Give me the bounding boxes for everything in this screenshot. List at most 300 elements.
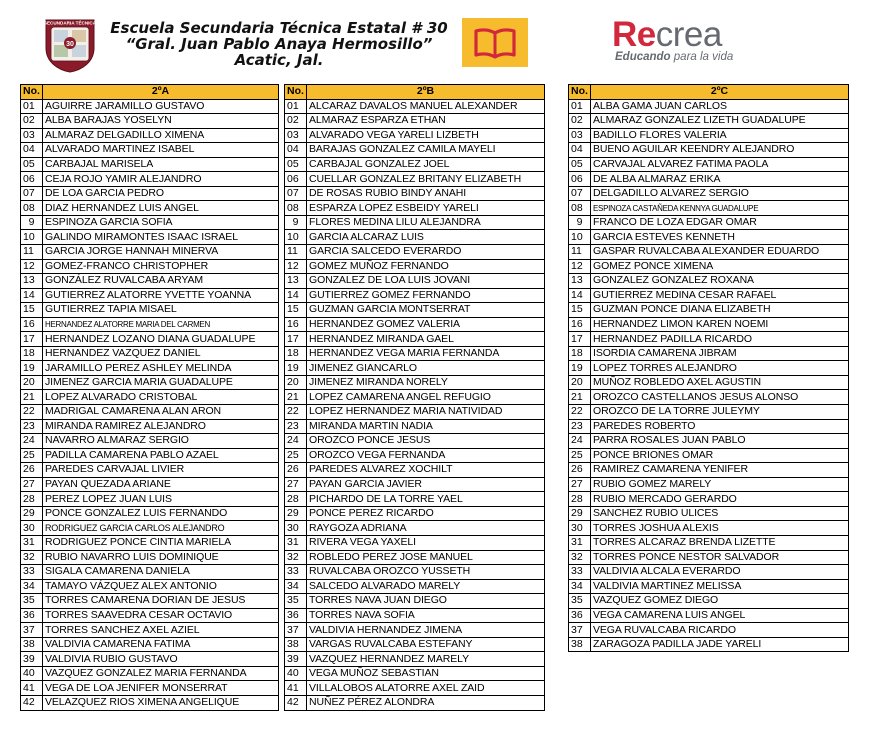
student-name: RIVERA VEGA YAXELI [307,535,545,550]
student-number: 27 [21,477,43,492]
student-name: PADILLA CAMARENA PABLO AZAEL [43,448,279,463]
student-number: 39 [21,652,43,667]
student-name: BUENO AGUILAR KEENDRY ALEJANDRO [591,143,849,158]
table-row [569,419,849,434]
table-row [21,594,279,609]
table-row [21,172,279,187]
student-name: GONZALEZ DE LOA LUIS JOVANI [307,274,545,289]
student-name: LOPEZ TORRES ALEJANDRO [591,361,849,376]
table-row [21,608,279,623]
student-name: PAREDES ROBERTO [591,419,849,434]
table-row [569,303,849,318]
table-header-row [21,85,279,100]
student-number: 05 [21,157,43,172]
student-name: OROZCO PONCE JESUS [307,434,545,449]
table-row [285,361,545,376]
student-name: LOPEZ ALVARADO CRISTOBAL [43,390,279,405]
table-row [285,434,545,449]
table-row [21,230,279,245]
student-number: 25 [285,448,307,463]
table-row [285,492,545,507]
student-name: MIRANDA RAMIREZ ALEJANDRO [43,419,279,434]
student-name: CARVAJAL ALVAREZ FATIMA PAOLA [591,157,849,172]
recrea-logo [612,17,762,67]
student-name: CARBAJAL GONZALEZ JOEL [307,157,545,172]
student-name: JARAMILLO PEREZ ASHLEY MELINDA [43,361,279,376]
table-row [285,550,545,565]
table-row [569,390,849,405]
student-name: PONCE BRIONES OMAR [591,448,849,463]
student-number: 13 [285,274,307,289]
student-number: 06 [569,172,591,187]
student-name: RUBIO MERCADO GERARDO [591,492,849,507]
student-name: TORRES JOSHUA ALEXIS [591,521,849,536]
student-number: 04 [285,143,307,158]
student-name: HERNANDEZ MIRANDA GAEL [307,332,545,347]
student-number: 08 [569,201,591,216]
table-row [21,375,279,390]
student-name: HERNANDEZ GOMEZ VALERIA [307,317,545,332]
table-row [569,623,849,638]
table-row [285,128,545,143]
student-name: JIMENEZ MIRANDA NORELY [307,375,545,390]
student-name: BADILLO FLORES VALERIA [591,128,849,143]
table-row [21,99,279,114]
student-number: 01 [285,99,307,114]
student-name: NUÑEZ PÉREZ ALONDRA [307,695,545,710]
table-row [569,201,849,216]
student-number: 16 [21,317,43,332]
table-row [569,128,849,143]
student-number: 07 [21,186,43,201]
student-name: GARCIA JORGE HANNAH MINERVA [43,245,279,260]
student-name: DIAZ HERNANDEZ LUIS ANGEL [43,201,279,216]
table-row [569,259,849,274]
table-row [569,215,849,230]
student-number: 31 [285,535,307,550]
student-name: GOMEZ PONCE XIMENA [591,259,849,274]
school-name-block [104,20,454,68]
student-name: ALVARADO MARTINEZ ISABEL [43,143,279,158]
student-number: 02 [285,114,307,129]
student-name: GOMEZ MUÑOZ FERNANDO [307,259,545,274]
student-name: VALDIVIA MARTINEZ MELISSA [591,579,849,594]
student-number: 41 [21,681,43,696]
table-row [21,157,279,172]
table-row [285,390,545,405]
student-number: 23 [21,419,43,434]
student-number: 27 [285,477,307,492]
table-row [21,506,279,521]
student-name: GUTIERREZ GOMEZ FERNANDO [307,288,545,303]
student-name: TORRES PONCE NESTOR SALVADOR [591,550,849,565]
student-list [284,84,545,711]
student-number: 38 [21,637,43,652]
table-row [285,681,545,696]
table-row [21,332,279,347]
table-row [569,245,849,260]
student-number: 06 [285,172,307,187]
student-name: TORRES SANCHEZ AXEL AZIEL [43,623,279,638]
student-number: 30 [21,521,43,536]
student-name: VAZQUEZ HERNANDEZ MARELY [307,652,545,667]
table-row [285,637,545,652]
student-name: VILLALOBOS ALATORRE AXEL ZAID [307,681,545,696]
student-name: PAREDES CARVAJAL LIVIER [43,463,279,478]
table-row [569,463,849,478]
student-number: 16 [285,317,307,332]
table-row [569,448,849,463]
student-number: 13 [569,274,591,289]
table-row [21,637,279,652]
student-name: OROZCO VEGA FERNANDA [307,448,545,463]
table-row [285,535,545,550]
student-name: PARRA ROSALES JUAN PABLO [591,434,849,449]
table-row [21,317,279,332]
student-number: 36 [285,608,307,623]
student-number: 15 [21,303,43,318]
student-number: 35 [285,594,307,609]
student-number: 18 [285,346,307,361]
student-number: 12 [569,259,591,274]
table-row [569,114,849,129]
table-row [569,434,849,449]
student-name: TAMAYO VÁZQUEZ ALEX ANTONIO [43,579,279,594]
table-row [569,594,849,609]
student-number: 19 [569,361,591,376]
student-number: 12 [285,259,307,274]
table-row [569,375,849,390]
student-name: RODRIGUEZ GARCIA CARLOS ALEJANDRO [43,521,279,536]
column-header-number: No. [569,85,591,100]
student-name: PAREDES ALVAREZ XOCHILT [307,463,545,478]
student-number: 39 [285,652,307,667]
student-name: ESPINOZA GARCIA SOFIA [43,215,279,230]
table-row [21,695,279,710]
student-number: 21 [569,390,591,405]
table-row [569,405,849,420]
table-row [21,419,279,434]
student-number: 40 [21,666,43,681]
student-number: 03 [285,128,307,143]
student-number: 35 [21,594,43,609]
student-name: ALCARAZ DAVALOS MANUEL ALEXANDER [307,99,545,114]
table-row [569,579,849,594]
student-name: NAVARRO ALMARAZ SERGIO [43,434,279,449]
table-row [285,186,545,201]
student-number: 11 [569,245,591,260]
student-number: 18 [569,346,591,361]
student-name: VALDIVIA CAMARENA FATIMA [43,637,279,652]
student-number: 21 [21,390,43,405]
student-name: PAYAN QUEZADA ARIANE [43,477,279,492]
table-row [285,419,545,434]
table-row [21,274,279,289]
student-number: 37 [285,623,307,638]
student-name: LOPEZ CAMARENA ANGEL REFUGIO [307,390,545,405]
student-number: 40 [285,666,307,681]
student-name: GARCIA ALCARAZ LUIS [307,230,545,245]
student-number: 29 [569,506,591,521]
table-header-row [285,85,545,100]
table-row [21,623,279,638]
school-line-3: Acatic, Jal. [234,51,324,69]
student-name: HERNANDEZ ALATORRE MARIA DEL CARMEN [43,317,279,332]
student-name: PEREZ LOPEZ JUAN LUIS [43,492,279,507]
table-row [21,288,279,303]
table-row [21,114,279,129]
student-number: 24 [569,434,591,449]
student-number: 33 [21,565,43,580]
column-header-number: No. [21,85,43,100]
table-row [285,608,545,623]
student-number: 18 [21,346,43,361]
student-name: VAZQUEZ GOMEZ DIEGO [591,594,849,609]
student-name: VARGAS RUVALCABA ESTEFANY [307,637,545,652]
student-number: 32 [285,550,307,565]
table-row [21,492,279,507]
student-name: TORRES CAMARENA DORIAN DE JESUS [43,594,279,609]
table-row [21,652,279,667]
student-number: 13 [21,274,43,289]
student-number: 29 [21,506,43,521]
student-name: GUZMAN PONCE DIANA ELIZABETH [591,303,849,318]
student-number: 14 [21,288,43,303]
student-number: 12 [21,259,43,274]
student-number: 08 [285,201,307,216]
student-name: OROZCO CASTELLANOS JESUS ALONSO [591,390,849,405]
student-number: 26 [285,463,307,478]
table-row [569,637,849,652]
student-name: OROZCO DE LA TORRE JULEYMY [591,405,849,420]
table-row [21,346,279,361]
student-name: MUÑOZ ROBLEDO AXEL AGUSTIN [591,375,849,390]
student-name: LOPEZ HERNANDEZ MARIA NATIVIDAD [307,405,545,420]
table-row [285,317,545,332]
table-row [569,608,849,623]
student-name: VEGA RUVALCABA RICARDO [591,623,849,638]
table-row [21,463,279,478]
table-row [569,99,849,114]
table-row [285,346,545,361]
student-name: VEGA MUÑOZ SEBASTIAN [307,666,545,681]
group-2c-table [568,84,849,652]
table-row [569,143,849,158]
table-row [21,477,279,492]
student-number: 24 [285,434,307,449]
student-name: GONZÁLEZ RUVALCABA ARYAM [43,274,279,289]
table-row [569,361,849,376]
student-number: 42 [21,695,43,710]
table-row [285,594,545,609]
table-row [21,215,279,230]
table-row [285,405,545,420]
table-header-row [569,85,849,100]
student-number: 31 [21,535,43,550]
student-name: FLORES MEDINA LILU ALEJANDRA [307,215,545,230]
student-name: RUBIO GOMEZ MARELY [591,477,849,492]
student-name: ROBLEDO PEREZ JOSE MANUEL [307,550,545,565]
table-row [285,245,545,260]
table-row [569,288,849,303]
student-name: PONCE PEREZ RICARDO [307,506,545,521]
student-number: 01 [21,99,43,114]
student-number: 28 [285,492,307,507]
student-name: TORRES NAVA JUAN DIEGO [307,594,545,609]
student-name: TORRES SAAVEDRA CESAR OCTAVIO [43,608,279,623]
student-number: 15 [569,303,591,318]
student-name: VELAZQUEZ RIOS XIMENA ANGELIQUE [43,695,279,710]
student-number: 05 [569,157,591,172]
student-name: RUVALCABA OROZCO YUSSETH [307,565,545,580]
student-name: VEGA CAMARENA LUIS ANGEL [591,608,849,623]
student-number: 41 [285,681,307,696]
student-number: 26 [21,463,43,478]
group-2a-table [20,84,279,711]
student-number: 29 [285,506,307,521]
student-number: 10 [21,230,43,245]
table-row [21,565,279,580]
student-number: 34 [285,579,307,594]
column-header-number: No. [285,85,307,100]
student-name: TORRES ALCARAZ BRENDA LIZETTE [591,535,849,550]
student-name: HERNANDEZ LOZANO DIANA GUADALUPE [43,332,279,347]
student-number: 16 [569,317,591,332]
student-number: 34 [569,579,591,594]
student-name: SIGALA CAMARENA DANIELA [43,565,279,580]
table-row [285,623,545,638]
table-row [21,186,279,201]
table-row [21,448,279,463]
student-name: ALMARAZ ESPARZA ETHAN [307,114,545,129]
student-number: 19 [21,361,43,376]
table-row [285,695,545,710]
student-number: 24 [21,434,43,449]
student-number: 20 [569,375,591,390]
student-name: TORRES NAVA SOFIA [307,608,545,623]
table-row [569,186,849,201]
student-number: 23 [285,419,307,434]
student-name: CARBAJAL MARISELA [43,157,279,172]
table-row [285,448,545,463]
student-name: ALBA BARAJAS YOSELYN [43,114,279,129]
table-row [285,114,545,129]
student-name: RUBIO NAVARRO LUIS DOMINIQUE [43,550,279,565]
student-name: FRANCO DE LOZA EDGAR OMAR [591,215,849,230]
table-row [285,201,545,216]
student-list [568,84,849,652]
table-row [285,332,545,347]
table-row [21,405,279,420]
table-row [569,565,849,580]
table-row [21,259,279,274]
student-name: CUELLAR GONZALEZ BRITANY ELIZABETH [307,172,545,187]
student-number: 20 [21,375,43,390]
student-name: PICHARDO DE LA TORRE YAEL [307,492,545,507]
student-name: GUTIERREZ ALATORRE YVETTE YOANNA [43,288,279,303]
student-number: 17 [285,332,307,347]
student-number: 10 [285,230,307,245]
table-row [569,521,849,536]
student-name: ZARAGOZA PADILLA JADE YARELI [591,637,849,652]
student-name: RODRIGUEZ PONCE CINTIA MARIELA [43,535,279,550]
table-row [21,201,279,216]
student-number: 36 [21,608,43,623]
student-number: 38 [285,637,307,652]
student-name: ALBA GAMA JUAN CARLOS [591,99,849,114]
table-row [285,230,545,245]
table-row [285,579,545,594]
table-row [569,477,849,492]
table-row [569,346,849,361]
group-title: 2ºA [43,85,279,100]
table-row [569,506,849,521]
student-number: 17 [21,332,43,347]
student-number: 23 [569,419,591,434]
student-number: 32 [21,550,43,565]
student-name: ALVARADO VEGA YARELI LIZBETH [307,128,545,143]
table-row [21,245,279,260]
student-number: 04 [569,143,591,158]
student-number: 42 [285,695,307,710]
student-name: PAYAN GARCIA JAVIER [307,477,545,492]
student-name: DE ALBA ALMARAZ ERIKA [591,172,849,187]
student-number: 35 [569,594,591,609]
table-row [21,579,279,594]
table-row [21,143,279,158]
group-title: 2ºC [591,85,849,100]
student-number: 22 [569,405,591,420]
school-crest [40,14,100,74]
table-row [21,390,279,405]
group-title: 2ºB [307,85,545,100]
group-2b-table [284,84,545,711]
student-name: GALINDO MIRAMONTES ISAAC ISRAEL [43,230,279,245]
student-name: GUTIERREZ MEDINA CESAR RAFAEL [591,288,849,303]
book-icon [462,18,528,67]
student-name: HERNANDEZ VEGA MARIA FERNANDA [307,346,545,361]
table-row [21,535,279,550]
crest-number: 30 [66,41,74,48]
student-name: ESPARZA LOPEZ ESBEIDY YARELI [307,201,545,216]
student-number: 34 [21,579,43,594]
student-number: 30 [285,521,307,536]
table-row [569,317,849,332]
student-name: GOMEZ-FRANCO CHRISTOPHER [43,259,279,274]
student-name: HERNANDEZ LIMON KAREN NOEMI [591,317,849,332]
table-row [285,215,545,230]
table-row [21,128,279,143]
student-number: 37 [569,623,591,638]
student-number: 07 [285,186,307,201]
table-row [21,521,279,536]
recrea-tag-rest: para la vida [670,51,734,63]
table-row [285,143,545,158]
table-row [285,157,545,172]
student-number: 28 [21,492,43,507]
student-name: DE ROSAS RUBIO BINDY ANAHI [307,186,545,201]
table-row [285,274,545,289]
student-name: ISORDIA CAMARENA JIBRAM [591,346,849,361]
student-name: GUZMAN GARCIA MONTSERRAT [307,303,545,318]
table-row [21,681,279,696]
student-number: 21 [285,390,307,405]
student-number: 32 [569,550,591,565]
student-number: 01 [569,99,591,114]
student-name: DE LOA GARCIA PEDRO [43,186,279,201]
student-number: 26 [569,463,591,478]
table-row [285,666,545,681]
